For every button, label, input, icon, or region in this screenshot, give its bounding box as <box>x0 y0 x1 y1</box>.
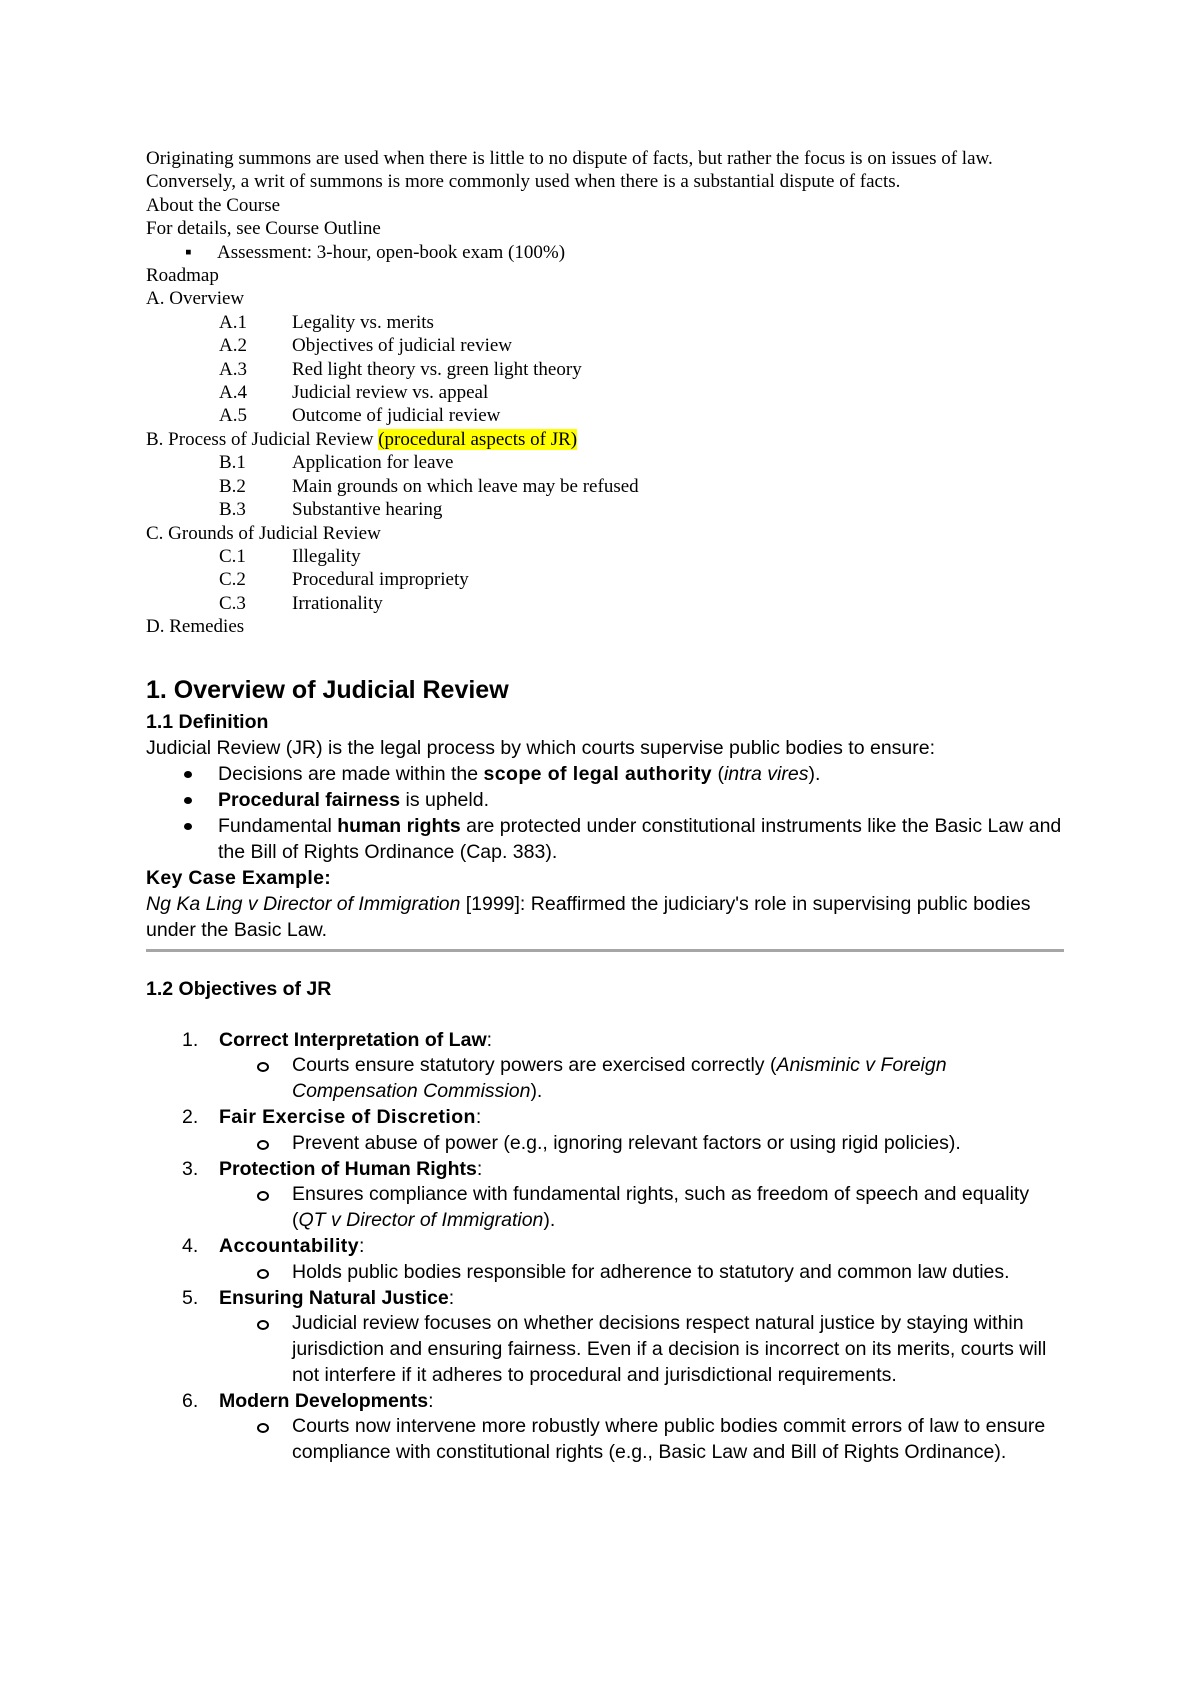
course-details: For details, see Course Outline <box>146 218 381 240</box>
objective-item: 2. Fair Exercise of Discretion: Prevent abuse of power (e.g., ignoring relevant factors or using rigid policies). <box>146 1105 1066 1157</box>
roadmap-item: B.3 Substantive hearing <box>219 499 443 521</box>
assessment-item <box>146 241 1066 264</box>
list-item: Ensures compliance with fundamental rights, such as freedom of speech and equality (QT v Director of Immigration). <box>292 1182 1066 1234</box>
intro-line-2: Conversely, a writ of summons is more commonly used when there is a substantial dispute of facts. <box>146 171 901 193</box>
roadmap-d-title: D. Remedies <box>146 616 245 638</box>
intro-line-1: Originating summons are used when there is little to no dispute of facts, but rather the focus is on issues of law. <box>146 148 993 169</box>
objective-item: 1. Correct Interpretation of Law: Courts ensure statutory powers are exercised correctly (Anisminic v Foreign Compensation Commission). <box>146 1028 1066 1105</box>
key-case-text: Ng Ka Ling v Director of Immigration [1999]: Reaffirmed the judiciary's role in supervising public bodies under the Basic Law. <box>146 892 1031 941</box>
document-page <box>146 147 1066 1466</box>
roadmap-item: A.1 Legality vs. merits <box>219 311 434 333</box>
objective-item: 3. Protection of Human Rights: Ensures compliance with fundamental rights, such as freedom of speech and equality (QT v Director of Immigration). <box>146 1157 1066 1234</box>
roadmap-b-title: B. Process of Judicial Review (procedural aspects of JR) <box>146 428 578 450</box>
list-item: Judicial review focuses on whether decisions respect natural justice by staying within jurisdiction and ensuring fairness. Even if a decision is incorrect on its merits, courts will not interfere if it adheres to procedural and jurisdictional requirements. <box>292 1311 1066 1388</box>
roadmap-item: A.5 Outcome of judicial review <box>219 405 501 427</box>
roadmap-item: A.4 Judicial review vs. appeal <box>219 382 489 404</box>
objective-item: 5. Ensuring Natural Justice: Judicial review focuses on whether decisions respect natural justice by staying within jurisdiction and ensuring fairness. Even if a decision is incorrect on its merits, courts will not interfere if it adheres to procedural and jurisdictional requirements. <box>146 1286 1066 1389</box>
roadmap-item: C.1 Illegality <box>219 545 361 567</box>
roadmap-item: A.2 Objectives of judicial review <box>219 335 513 357</box>
list-item: Fundamental human rights are protected under constitutional instruments like the Basic Law and the Bill of Rights Ordinance (Cap. 383). <box>218 813 1066 865</box>
list-item: Courts now intervene more robustly where public bodies commit errors of law to ensure compliance with constitutional rights (e.g., Basic Law and Bill of Rights Ordinance). <box>292 1414 1066 1466</box>
objective-item: 6. Modern Developments: Courts now intervene more robustly where public bodies commit errors of law to ensure compliance with constitutional rights (e.g., Basic Law and Bill of Rights Ordinance). <box>146 1389 1066 1466</box>
roadmap-a-title: A. Overview <box>146 288 245 310</box>
section-overview <box>146 673 1066 1467</box>
roadmap-item: B.2 Main grounds on which leave may be refused <box>219 475 639 497</box>
definition-text: Judicial Review (JR) is the legal process by which courts supervise public bodies to ensure: <box>146 736 936 759</box>
objectives-list <box>146 1028 1066 1467</box>
list-item: Courts ensure statutory powers are exercised correctly (Anisminic v Foreign Compensation Commission). <box>292 1053 1066 1105</box>
about-course: About the Course <box>146 194 281 216</box>
roadmap-item: A.3 Red light theory vs. green light theory <box>219 358 582 380</box>
assessment-text: Assessment: 3-hour, open-book exam (100%) <box>217 241 566 263</box>
list-item: Decisions are made within the scope of legal authority (intra vires). <box>218 761 1066 787</box>
list-item: Prevent abuse of power (e.g., ignoring relevant factors or using rigid policies). <box>292 1131 1066 1157</box>
square-bullet-icon: ▪ <box>185 241 192 263</box>
highlighted-text: (procedural aspects of JR) <box>378 428 578 450</box>
key-case-label: Key Case Example: <box>146 866 332 889</box>
definition-bullets <box>146 761 1066 865</box>
list-item: Procedural fairness is upheld. <box>218 787 1066 813</box>
objectives-heading: 1.2 Objectives of JR <box>146 977 332 1000</box>
objective-item: 4. Accountability: Holds public bodies responsible for adherence to statutory and common law duties. <box>146 1234 1066 1286</box>
roadmap-heading: Roadmap <box>146 265 219 287</box>
list-item: Holds public bodies responsible for adherence to statutory and common law duties. <box>292 1260 1066 1286</box>
roadmap-item: C.3 Irrationality <box>219 592 383 614</box>
roadmap-item: B.1 Application for leave <box>219 452 454 474</box>
horizontal-divider <box>146 949 1064 952</box>
roadmap-c-title: C. Grounds of Judicial Review <box>146 522 381 544</box>
roadmap-item: C.2 Procedural impropriety <box>219 569 469 591</box>
section-heading: 1. Overview of Judicial Review <box>146 675 509 704</box>
definition-heading: 1.1 Definition <box>146 710 269 733</box>
intro-block <box>146 147 1066 639</box>
